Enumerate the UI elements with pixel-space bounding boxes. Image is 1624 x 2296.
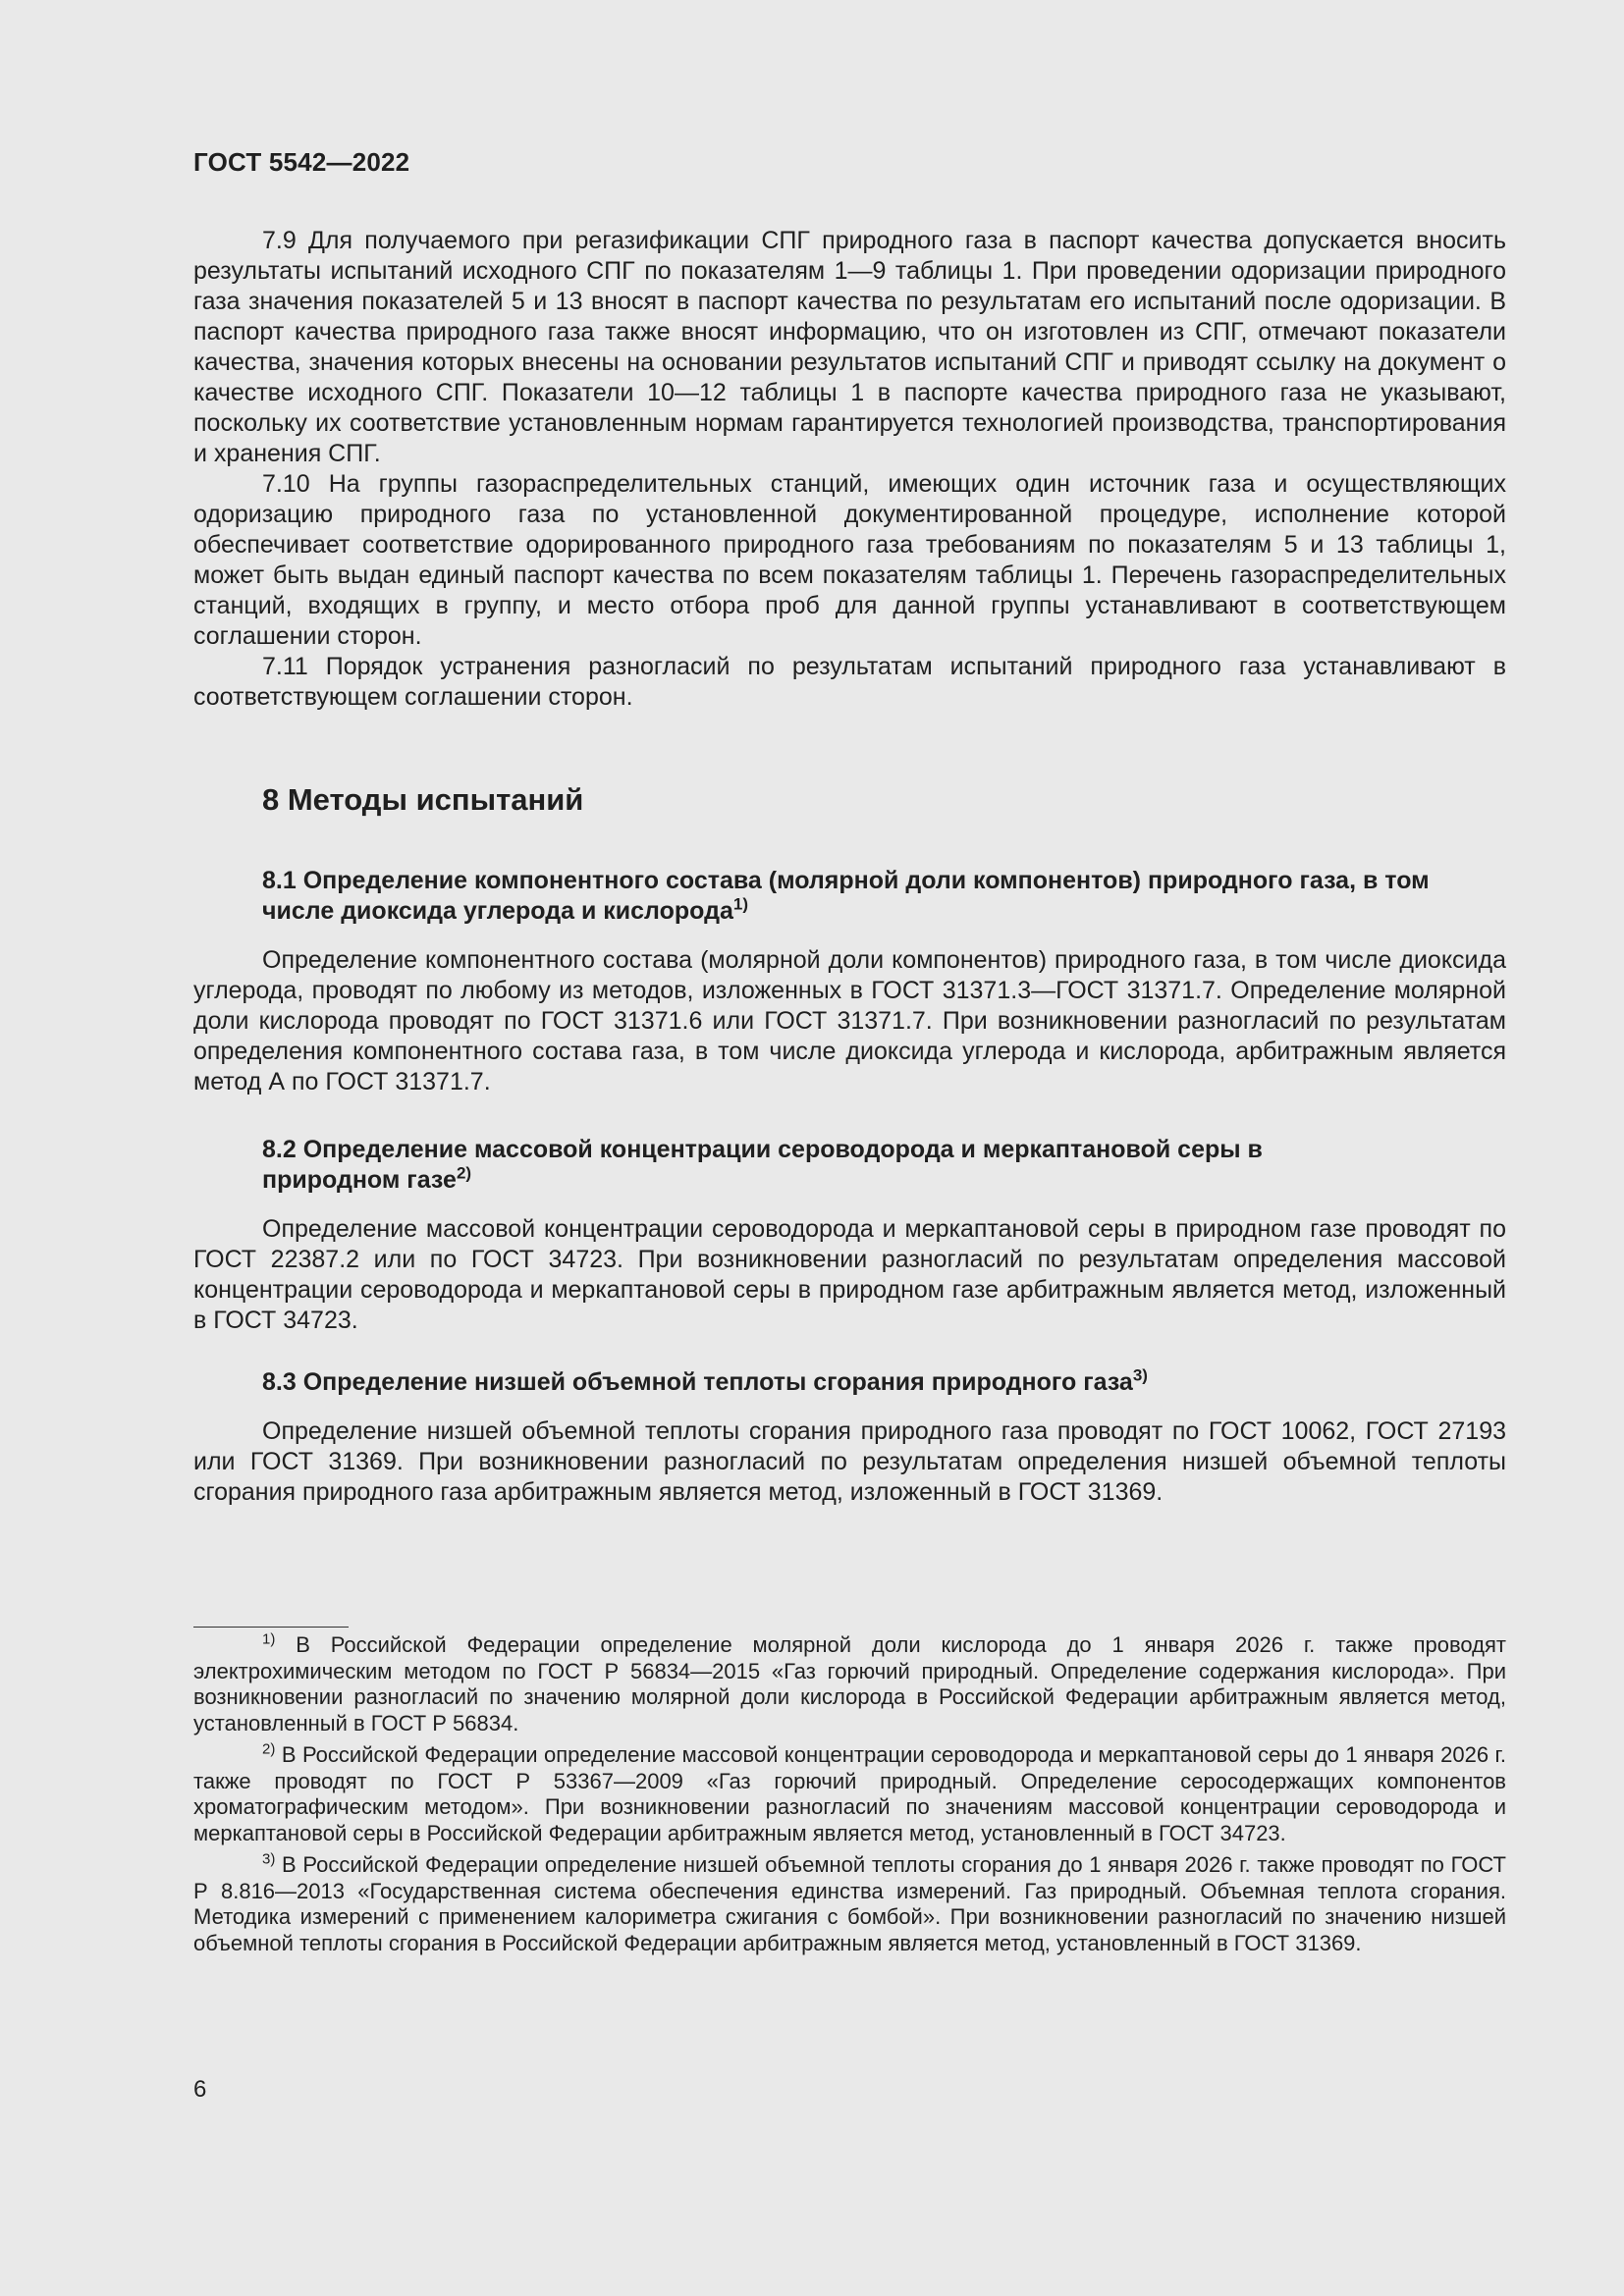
footnote-separator xyxy=(193,1627,349,1628)
page-number: 6 xyxy=(193,2076,207,2103)
footnote-ref-2[interactable]: 2) xyxy=(456,1163,472,1183)
subsection-8-1-title xyxy=(193,866,1506,927)
subsection-8-3-title xyxy=(193,1367,1506,1398)
subsection-8-2-title-text: 8.2 Определение массовой концентрации сероводорода и меркаптановой серы в природном газе xyxy=(262,1136,1263,1194)
subsection-8-1-text: Определение компонентного состава (молярной доли компонентов) природного газа, в том числе диоксида углерода, проводят по любому из методов, изложенных в ГОСТ 31371.3—ГОСТ 31371.7. Определение молярной доли кислорода проводят по ГОСТ 31371.6 или ГОСТ 31371.7. При возникновении разногласий по результатам определения компонентного состава газа, в том числе диоксида углерода и кислорода, арбитражным является метод А по ГОСТ 31371.7. xyxy=(193,946,1506,1095)
subsection-8-1-title-text: 8.1 Определение компонентного состава (молярной доли компонентов) природного газа, в том числе диоксида углерода и кислорода xyxy=(262,867,1430,925)
footnote-2 xyxy=(193,1742,1506,1846)
footnote-1 xyxy=(193,1632,1506,1736)
subsection-8-3 xyxy=(193,1367,1506,1508)
subsection-8-2-text: Определение массовой концентрации сероводорода и меркаптановой серы в природном газе проводят по ГОСТ 22387.2 или по ГОСТ 34723. При возникновении разногласий по результатам определения массовой концентрации сероводорода и меркаптановой серы в природном газе арбитражным является метод, изложенный в ГОСТ 34723. xyxy=(193,1215,1506,1334)
footnotes xyxy=(193,1632,1506,1962)
footnote-1-mark: 1) xyxy=(262,1630,276,1648)
footnote-2-text: В Российской Федерации определение массовой концентрации сероводорода и меркаптановой серы до 1 января 2026 г. также проводят по ГОСТ Р 53367—2009 «Газ горючий природный. Определение серосодержащих компонентов хроматографическим методом». При возникновении разногласий по значениям массовой концентрации сероводорода и меркаптановой серы в Российской Федерации арбитражным является метод, установленный в ГОСТ 34723. xyxy=(193,1742,1506,1845)
footnote-3 xyxy=(193,1852,1506,1956)
section-8-title: 8 Методы испытаний xyxy=(262,782,584,817)
footnote-3-mark: 3) xyxy=(262,1850,276,1868)
subsection-8-2 xyxy=(193,1135,1506,1336)
paragraph-7-9: 7.9 Для получаемого при регазификации СПГ природного газа в паспорт качества допускается вносить результаты испытаний исходного СПГ по показателям 1—9 таблицы 1. При проведении одоризации природного газа значения показателей 5 и 13 вносят в паспорт качества по результатам его испытаний после одоризации. В паспорт качества природного газа также вносят информацию, что он изготовлен из СПГ, отмечают показатели качества, значения которых внесены на основании результатов испытаний СПГ и приводят ссылку на документ о качестве исходного СПГ. Показатели 10—12 таблицы 1 в паспорте качества природного газа не указывают, поскольку их соответствие установленным нормам гарантируется технологией производства, транспортирования и хранения СПГ. xyxy=(193,227,1506,467)
footnote-1-text: В Российской Федерации определение молярной доли кислорода до 1 января 2026 г. также проводят электрохимическим методом по ГОСТ Р 56834—2015 «Газ горючий природный. Определение содержания кислорода». При возникновении разногласий по значению молярной доли кислорода в Российской Федерации арбитражным является метод, установленный в ГОСТ Р 56834. xyxy=(193,1632,1506,1735)
document-id-header: ГОСТ 5542—2022 xyxy=(193,147,410,177)
subsection-8-2-title xyxy=(193,1135,1506,1196)
footnote-2-mark: 2) xyxy=(262,1740,276,1758)
paragraph-7-10: 7.10 На группы газораспределительных станций, имеющих один источник газа и осуществляющих одоризацию природного газа по установленной документированной процедуре, исполнение которой обеспечивает соответствие одорированного природного газа требованиям по показателям 5 и 13 таблицы 1, может быть выдан единый паспорт качества по всем показателям таблицы 1. Перечень газораспределительных станций, входящих в группу, и место отбора проб для данной группы устанавливают в соответствующем соглашении сторон. xyxy=(193,470,1506,650)
footnote-ref-1[interactable]: 1) xyxy=(732,894,748,914)
footnote-ref-3[interactable]: 3) xyxy=(1132,1365,1148,1385)
paragraph-7-11: 7.11 Порядок устранения разногласий по результатам испытаний природного газа устанавливают в соответствующем соглашении сторон. xyxy=(193,653,1506,711)
footnote-3-text: В Российской Федерации определение низшей объемной теплоты сгорания до 1 января 2026 г. также проводят по ГОСТ Р 8.816—2013 «Государственная система обеспечения единства измерений. Газ природный. Объемная теплота сгорания. Методика измерений с применением калориметра сжигания с бомбой». При возникновении разногласий по значению низшей объемной теплоты сгорания в Российской Федерации арбитражным является метод, установленный в ГОСТ 31369. xyxy=(193,1852,1506,1955)
subsection-8-1 xyxy=(193,866,1506,1097)
section7-continuation xyxy=(193,226,1506,713)
subsection-8-3-title-text: 8.3 Определение низшей объемной теплоты сгорания природного газа xyxy=(262,1368,1133,1396)
subsection-8-3-text: Определение низшей объемной теплоты сгорания природного газа проводят по ГОСТ 10062, ГОСТ 27193 или ГОСТ 31369. При возникновении разногласий по результатам определения низшей объемной теплоты сгорания природного газа арбитражным является метод, изложенный в ГОСТ 31369. xyxy=(193,1417,1506,1506)
